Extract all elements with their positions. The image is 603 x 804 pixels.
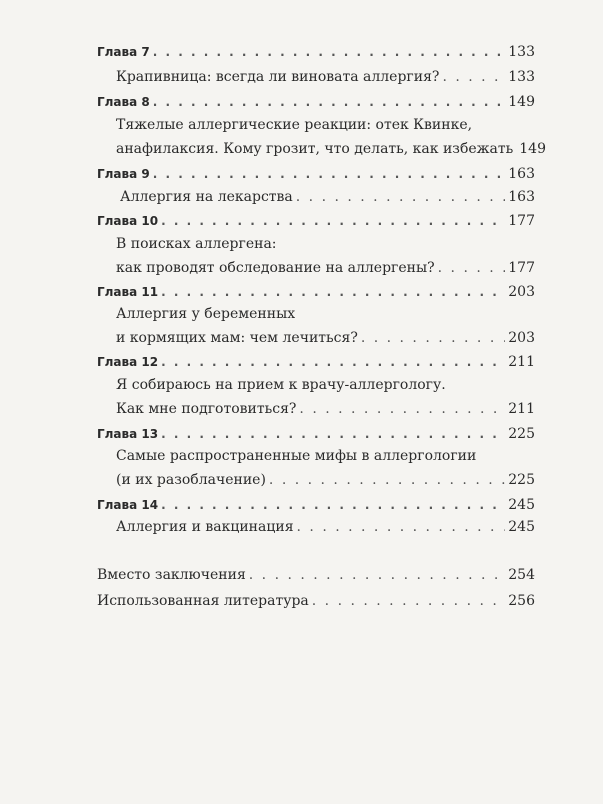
page-number: 203 xyxy=(508,284,535,300)
entry-title-line: Самые распространенные мифы в аллергологии xyxy=(116,448,477,464)
toc-entry-chapter-13[interactable] xyxy=(116,472,535,488)
page-number: 211 xyxy=(508,354,535,370)
leader-dots xyxy=(299,401,505,417)
entry-title: Крапивница: всегда ли виновата аллергия? xyxy=(116,69,440,85)
toc-entry-chapter-10[interactable] xyxy=(116,260,535,276)
toc-chapter-12[interactable] xyxy=(97,354,535,370)
leader-dots xyxy=(153,167,506,181)
page-number: 133 xyxy=(508,44,535,60)
entry-title: (и их разоблачение) xyxy=(116,472,266,488)
page-number: 225 xyxy=(508,472,535,488)
entry-title-line: Тяжелые аллергические реакции: отек Квинке, xyxy=(116,117,473,133)
chapter-label: Глава 9 xyxy=(97,167,150,181)
leader-dots xyxy=(297,519,506,535)
page-number: 211 xyxy=(508,401,535,417)
chapter-label: Глава 13 xyxy=(97,427,159,441)
entry-title: Использованная литература xyxy=(97,593,309,609)
page-number: 177 xyxy=(508,260,535,276)
leader-dots xyxy=(161,427,505,441)
leader-dots xyxy=(442,69,505,85)
page-number: 149 xyxy=(519,141,546,157)
page-number: 203 xyxy=(508,330,535,346)
entry-title: анафилаксия. Кому грозит, что делать, как избежать xyxy=(116,141,514,157)
toc-entry-chapter-9[interactable] xyxy=(120,189,535,205)
page-number: 163 xyxy=(508,166,535,182)
toc-chapter-8[interactable] xyxy=(97,94,535,110)
entry-title: Как мне подготовиться? xyxy=(116,401,297,417)
page-number: 256 xyxy=(508,593,535,609)
chapter-label: Глава 7 xyxy=(97,45,150,59)
leader-dots xyxy=(296,189,506,205)
chapter-label: Глава 10 xyxy=(97,214,159,228)
page-number: 149 xyxy=(508,94,535,110)
toc-chapter-14[interactable] xyxy=(97,497,535,513)
entry-title-line: Аллергия у беременных xyxy=(116,306,296,322)
leader-dots xyxy=(312,593,506,609)
toc-chapter-9[interactable] xyxy=(97,166,535,182)
entry-title-line: Я собираюсь на прием к врачу-аллергологу. xyxy=(116,377,446,393)
toc-entry-chapter-12[interactable] xyxy=(116,401,535,417)
leader-dots xyxy=(249,567,505,583)
entry-title: Вместо заключения xyxy=(97,567,246,583)
toc-chapter-10[interactable] xyxy=(97,213,535,229)
toc-entry-chapter-11[interactable] xyxy=(116,330,535,346)
chapter-label: Глава 14 xyxy=(97,498,159,512)
page-number: 254 xyxy=(508,567,535,583)
toc-references[interactable] xyxy=(97,593,535,609)
toc-entry-chapter-14[interactable] xyxy=(116,519,535,535)
page-number: 245 xyxy=(508,519,535,535)
page-number: 225 xyxy=(508,426,535,442)
toc-conclusion[interactable] xyxy=(97,567,535,583)
leader-dots xyxy=(161,355,505,369)
page-number: 245 xyxy=(508,497,535,513)
toc-chapter-7[interactable] xyxy=(97,44,535,60)
page-number: 133 xyxy=(508,69,535,85)
toc-chapter-11[interactable] xyxy=(97,284,535,300)
leader-dots xyxy=(153,95,506,109)
leader-dots xyxy=(361,330,505,346)
leader-dots xyxy=(438,260,506,276)
toc-entry-chapter-7[interactable] xyxy=(116,69,535,85)
leader-dots xyxy=(161,214,505,228)
toc-chapter-13[interactable] xyxy=(97,426,535,442)
chapter-label: Глава 11 xyxy=(97,285,159,299)
leader-dots xyxy=(161,498,505,512)
page-number: 177 xyxy=(508,213,535,229)
entry-title: и кормящих мам: чем лечиться? xyxy=(116,330,358,346)
leader-dots xyxy=(269,472,505,488)
entry-title: как проводят обследование на аллергены? xyxy=(116,260,435,276)
entry-title-line: В поисках аллергена: xyxy=(116,236,277,252)
page-number: 163 xyxy=(508,189,535,205)
leader-dots xyxy=(153,45,506,59)
chapter-label: Глава 8 xyxy=(97,95,150,109)
chapter-label: Глава 12 xyxy=(97,355,159,369)
toc-entry-chapter-8[interactable] xyxy=(116,141,546,157)
entry-title: Аллергия и вакцинация xyxy=(116,519,294,535)
leader-dots xyxy=(161,285,505,299)
entry-title: Аллергия на лекарства xyxy=(120,189,293,205)
